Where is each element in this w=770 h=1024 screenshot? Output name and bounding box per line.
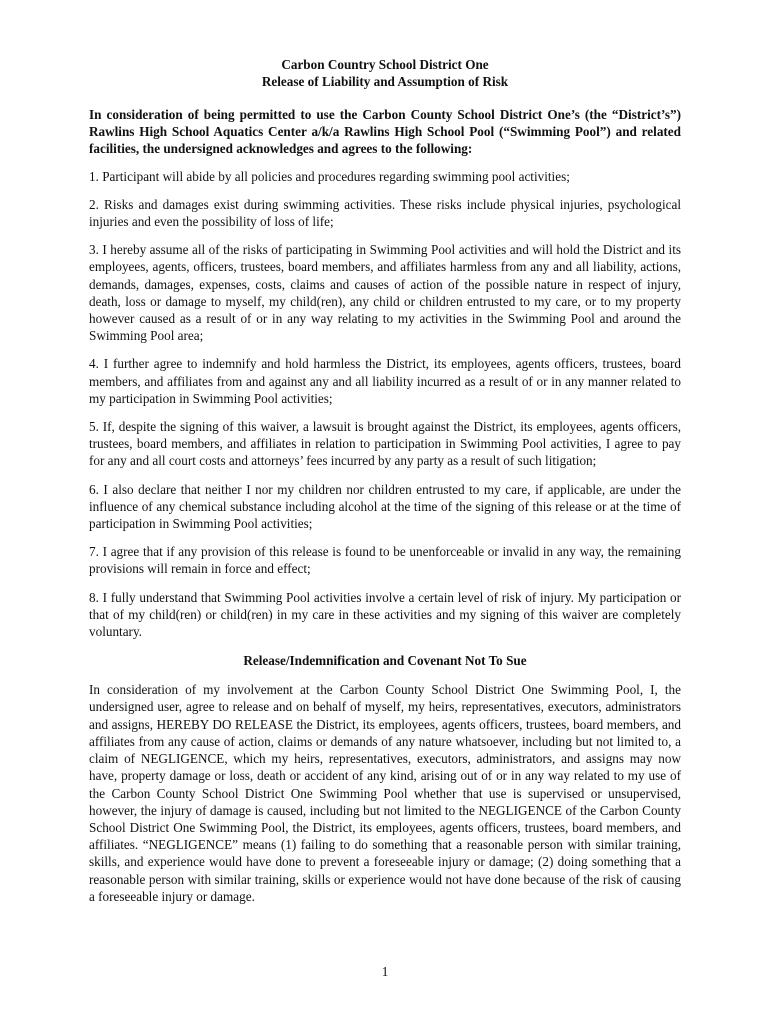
item-1: 1. Participant will abide by all policies and procedures regarding swimming pool activities; [89, 168, 570, 184]
item-7: 7. I agree that if any provision of this release is found to be unenforceable or invalid in any way, the remaining provisions will remain in force and effect; [89, 544, 681, 577]
item-6: 6. I also declare that neither I nor my children nor children entrusted to my care, if applicable, are under the influence of any chemical substance including alcohol at the time of the signing of this release or at the time of participation in Swimming Pool activities; [89, 481, 681, 532]
document-page [89, 56, 681, 905]
page-number: 1 [381, 964, 389, 979]
document-title-line2: Release of Liability and Assumption of Risk [261, 74, 509, 89]
document-title-line1: Carbon Country School District One [281, 57, 489, 72]
item-8: 8. I fully understand that Swimming Pool activities involve a certain level of risk of injury. My participation or that of my child(ren) or child(ren) in my care in these activities and my signing of this waiver are completely voluntary. [89, 589, 681, 640]
release-paragraph: In consideration of my involvement at the Carbon County School District One Swimming Pool, I, the undersigned user, agree to release and on behalf of myself, my heirs, representatives, executors, administrators and assigns, HEREBY DO RELEASE the District, its employees, agents officers, trustees, board members, and affiliates from any cause of action, claims or demands of any nature whatsoever, including but not limited to, a claim of NEGLIGENCE, which my heirs, representatives, executors, administrators, and assigns may now have, property damage or loss, death or accident of any kind, arising out of or in any way related to my use of the Carbon County School District One Swimming Pool whether that use is supervised or unsupervised, however, the injury of damage is caused, including but not limited to the NEGLIGENCE of the Carbon County School District One Swimming Pool, the District, its employees, agents officers, trustees, board members, and affiliates. “NEGLIGENCE” means (1) failing to do something that a reasonable person with similar training, skills, and experience would have done to prevent a foreseeable injury or damage; (2) doing something that a reasonable person with similar training, skills or experience would not have done because of the risk of causing a foreseeable injury or damage. [89, 682, 681, 904]
section-heading: Release/Indemnification and Covenant Not To Sue [243, 653, 527, 669]
item-4: 4. I further agree to indemnify and hold harmless the District, its employees, agents officers, trustees, board members, and affiliates from and against any and all liability incurred as a result of or in any manner related to my participation in Swimming Pool activities; [89, 356, 681, 406]
item-3: 3. I hereby assume all of the risks of participating in Swimming Pool activities and will hold the District and its employees, agents, officers, trustees, board members, and affiliates harmless from any and all liability, actions, demands, damages, expenses, costs, claims and causes of action of the possible nature in respect of injury, death, loss or damage to myself, my child(ren), any child or children entrusted to my care, or to my property however caused as a result of or in any way relating to my activities in the Swimming Pool and around the Swimming Pool area; [89, 242, 681, 344]
item-2: 2. Risks and damages exist during swimming activities. These risks include physical injuries, psychological injuries and even the possibility of loss of life; [89, 196, 681, 230]
item-5: 5. If, despite the signing of this waiver, a lawsuit is brought against the District, its employees, agents officers, trustees, board members, and affiliates in relation to participation in Swimming Pool activities, I agree to pay for any and all court costs and attorneys’ fees incurred by any party as a result of such litigation; [89, 419, 681, 469]
intro-paragraph: In consideration of being permitted to use the Carbon County School District One’s (the “District’s”) Rawlins High School Aquatics Center a/k/a Rawlins High School Pool (“Swimming Pool”) and related facilities, the undersigned acknowledges and agrees to the following: [89, 107, 681, 157]
